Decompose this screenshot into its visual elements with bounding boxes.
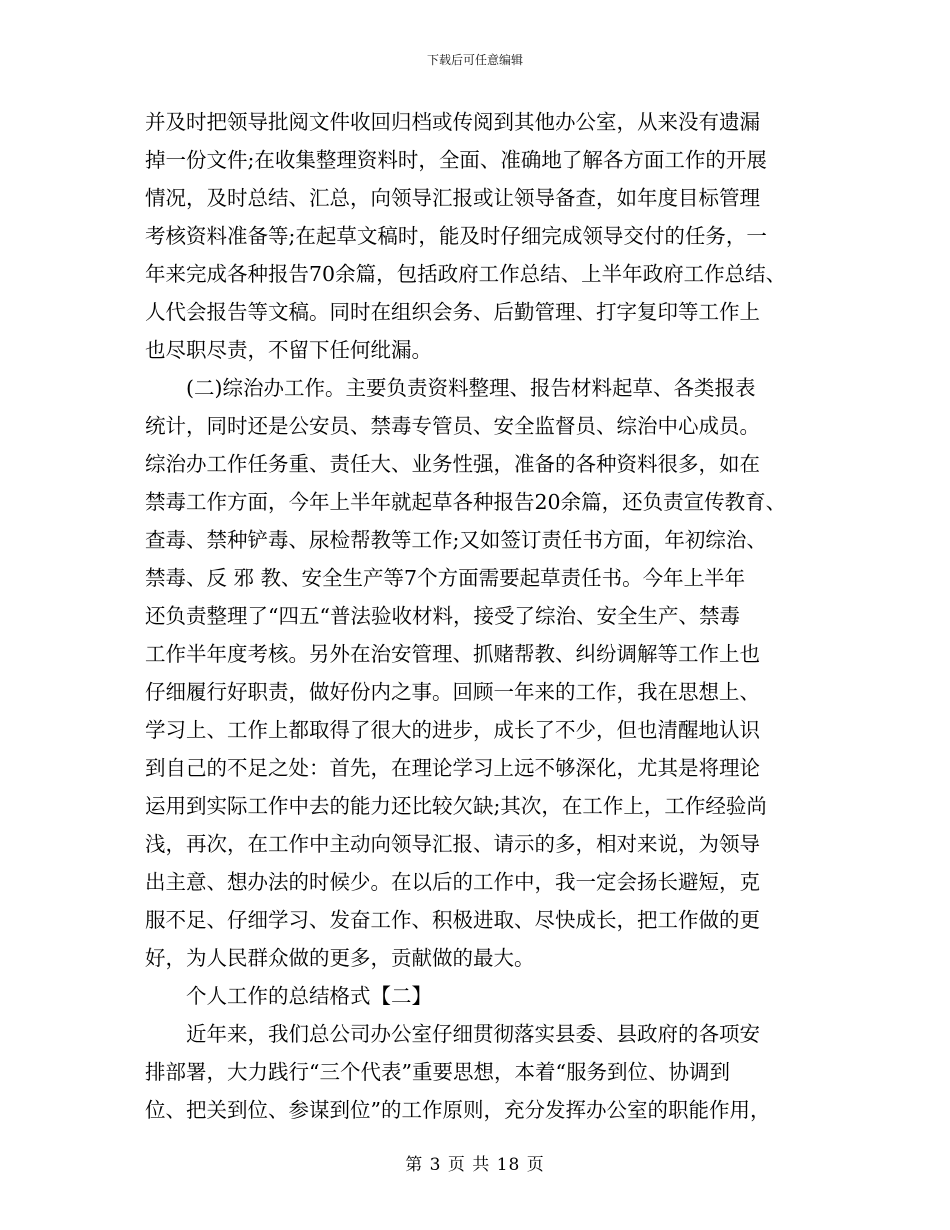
page-header: 下载后可任意编辑 — [426, 53, 523, 67]
text-line: 情况，及时总结、汇总，向领导汇报或让领导备查，如年度目标管理 — [145, 186, 760, 210]
paragraph-start-line: 近年来，我们总公司办公室仔细贯彻落实县委、县政府的各项安 — [186, 1022, 760, 1046]
text-line: 排部署，大力践行“三个代表”重要思想，本着“服务到位、协调到 — [145, 1060, 730, 1084]
text-line: 位、把关到位、参谋到位”的工作原则，充分发挥办公室的职能作用， — [145, 1098, 771, 1122]
text-line: 学习上、工作上都取得了很大的进步，成长了不少，但也清醒地认识 — [145, 718, 760, 742]
text-line: 工作半年度考核。另外在治安管理、抓赌帮教、纠纷调解等工作上也 — [145, 642, 760, 666]
text-line: 还负责整理了“四五“普法验收材料，接受了综治、安全生产、禁毒 — [145, 604, 740, 628]
text-line: 浅，再次，在工作中主动向领导汇报、请示的多，相对来说，为领导 — [145, 832, 760, 856]
text-line: 禁毒工作方面，今年上半年就起草各种报告20余篇，还负责宣传教育、 — [145, 490, 787, 514]
text-line: 出主意、想办法的时候少。在以后的工作中，我一定会扬长避短，克 — [145, 870, 760, 894]
text-line: 运用到实际工作中去的能力还比较欠缺;其次，在工作上，工作经验尚 — [145, 794, 767, 818]
text-line: 考核资料准备等;在起草文稿时，能及时仔细完成领导交付的任务，一 — [145, 224, 767, 248]
text-line: 也尽职尽责，不留下任何纰漏。 — [145, 338, 432, 362]
text-line: 人代会报告等文稿。同时在组织会务、后勤管理、打字复印等工作上 — [145, 300, 760, 324]
paragraph-start-line: (二)综治办工作。主要负责资料整理、报告材料起草、各类报表 — [186, 376, 756, 400]
text-line: 并及时把领导批阅文件收回归档或传阅到其他办公室，从来没有遗漏 — [145, 110, 760, 134]
text-line: 掉一份文件;在收集整理资料时，全面、准确地了解各方面工作的开展 — [145, 148, 767, 172]
text-line: 好，为人民群众做的更多，贡献做的最大。 — [145, 946, 535, 970]
text-line: 综治办工作任务重、责任大、业务性强，准备的各种资料很多，如在 — [145, 452, 760, 476]
text-line: 服不足、仔细学习、发奋工作、积极进取、尽快成长，把工作做的更 — [145, 908, 760, 932]
text-line: 禁毒、反 邪 教、安全生产等7个方面需要起草责任书。今年上半年 — [145, 566, 746, 590]
text-line: 仔细履行好职责，做好份内之事。回顾一年来的工作，我在思想上、 — [145, 680, 760, 704]
text-line: 年来完成各种报告70余篇，包括政府工作总结、上半年政府工作总结、 — [145, 262, 787, 286]
text-line: 到自己的不足之处：首先，在理论学习上远不够深化，尤其是将理论 — [145, 756, 760, 780]
text-line: 查毒、禁种铲毒、尿检帮教等工作;又如签订责任书方面，年初综治、 — [145, 528, 767, 552]
section-heading: 个人工作的总结格式【二】 — [186, 984, 432, 1008]
text-line: 统计，同时还是公安员、禁毒专管员、安全监督员、综治中心成员。 — [145, 414, 760, 438]
page-number: 第 3 页 共 18 页 — [405, 1155, 545, 1175]
